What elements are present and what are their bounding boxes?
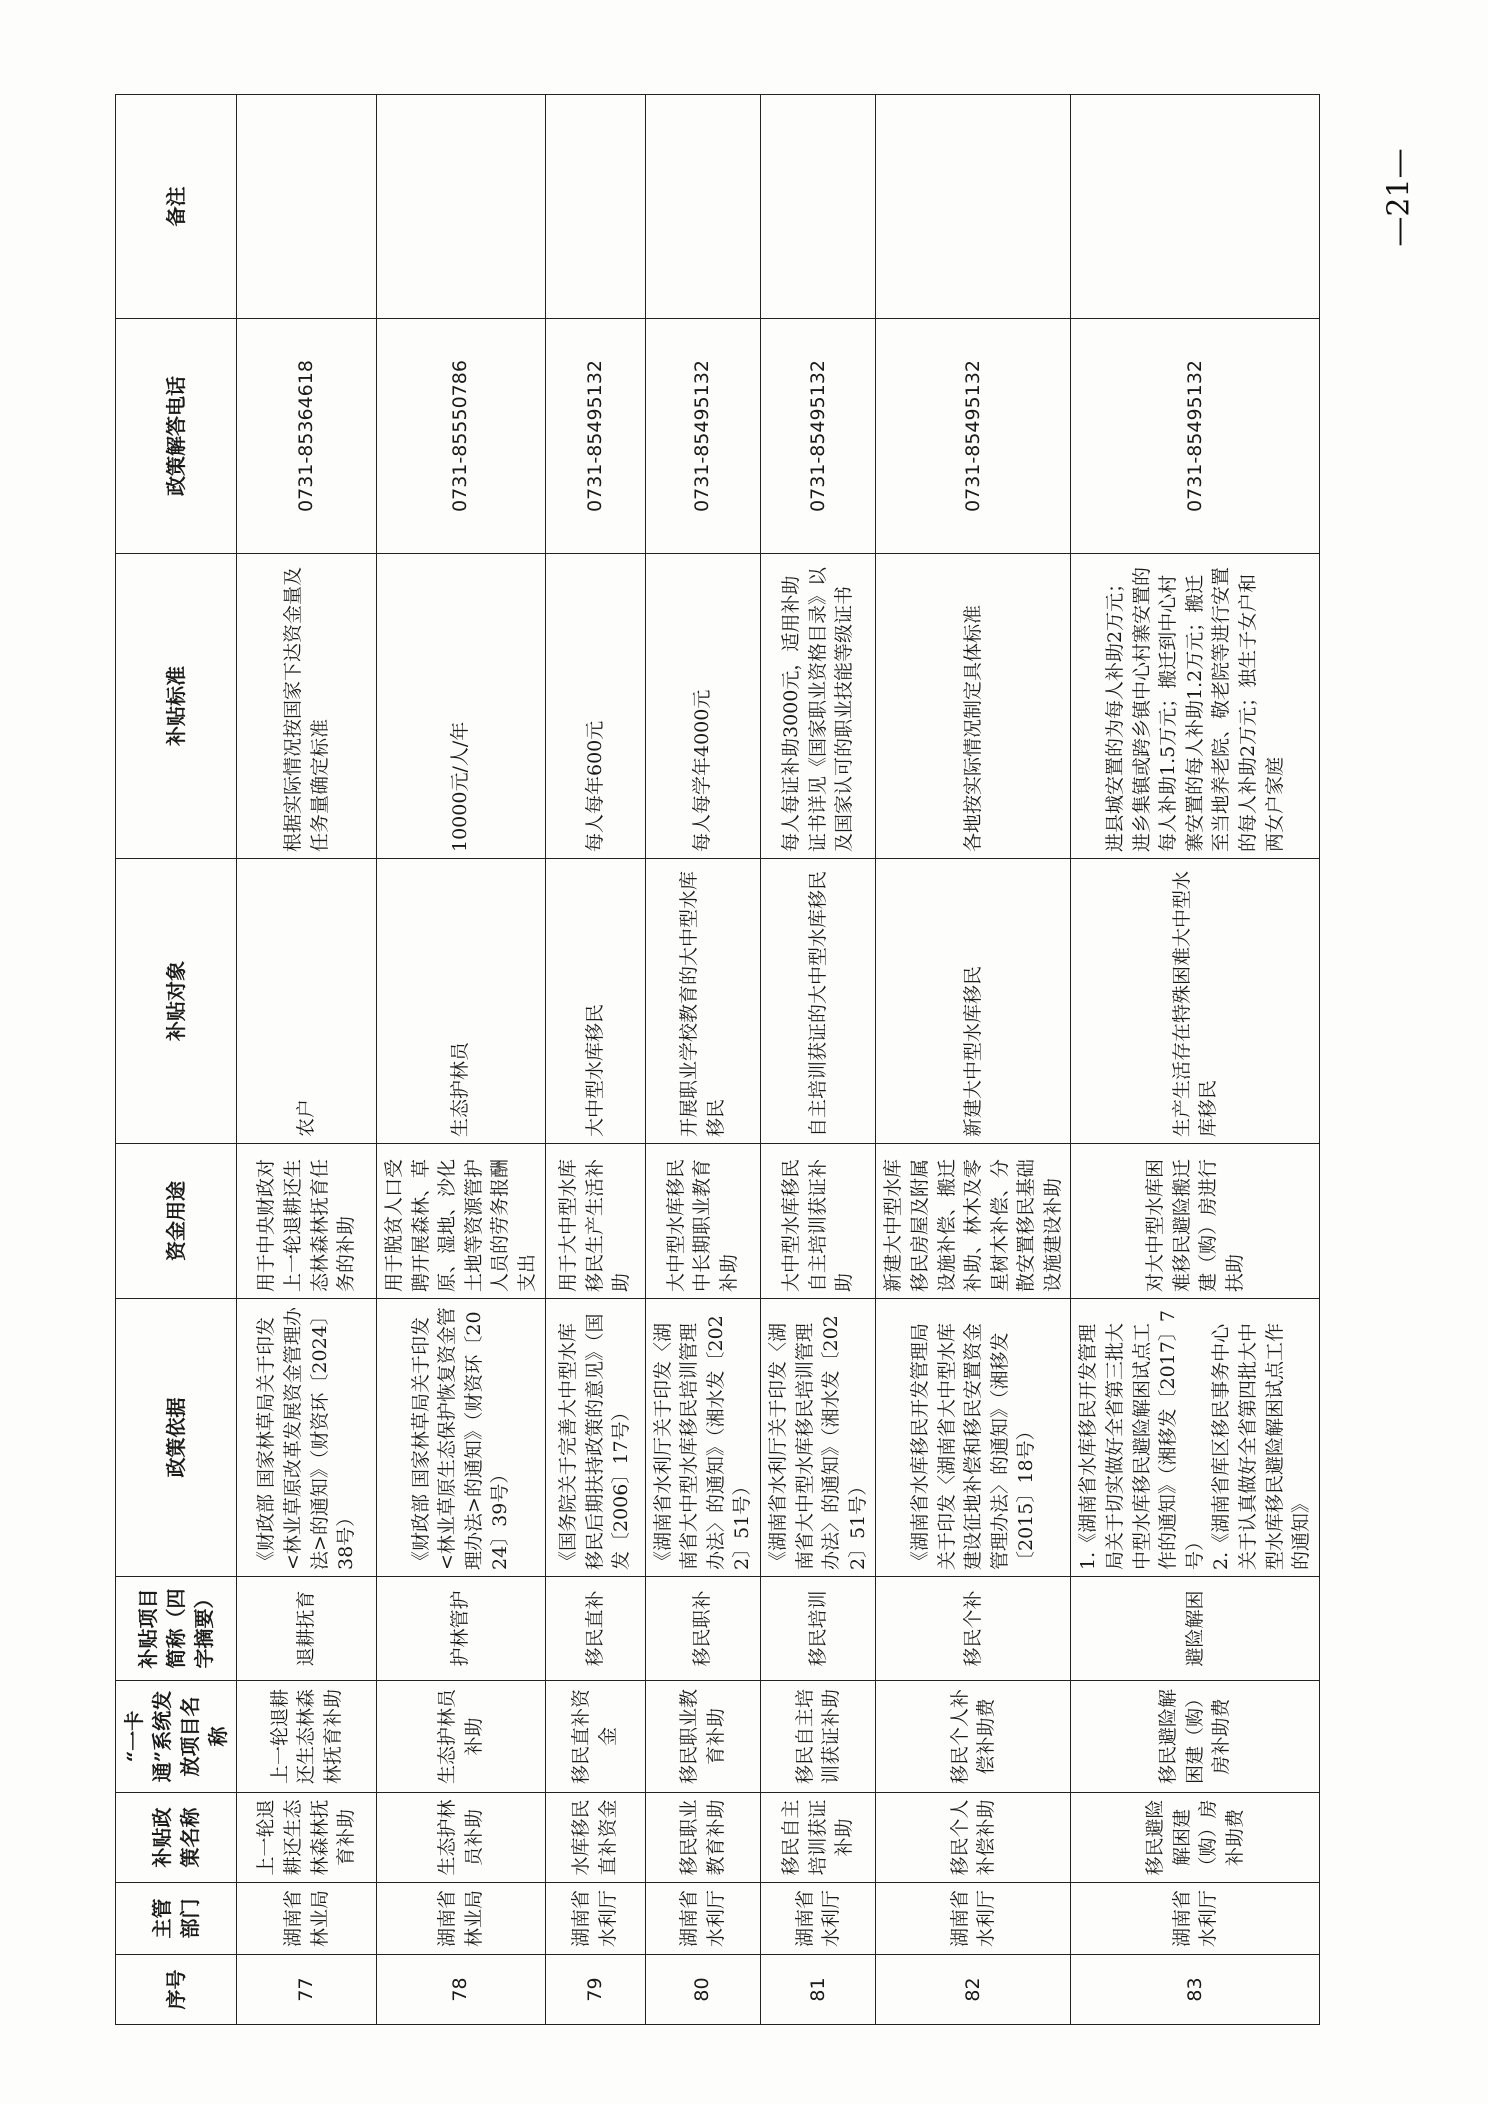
cell-usage: 对大中型水库困难移民避险搬迁建（购）房进行扶助 [1071, 1144, 1319, 1299]
cell-remark [645, 95, 760, 319]
header-target: 补贴对象 [116, 859, 237, 1144]
cell-system-name: 移民职业教育补助 [645, 1681, 760, 1793]
cell-seq: 77 [237, 1955, 377, 2025]
cell-seq: 82 [876, 1955, 1071, 2025]
table-header-row [116, 95, 237, 2025]
cell-system-name: 上一轮退耕还生态林森林抚育补助 [237, 1681, 377, 1793]
cell-standard: 每人每证补助3000元，适用补助证书详见《国家职业资格目录》以及国家认可的职业技能等级证书 [760, 554, 875, 859]
cell-standard: 各地按实际情况制定具体标准 [876, 554, 1071, 859]
header-system-name: “一卡通”系统发放项目名称 [116, 1681, 237, 1793]
cell-usage: 新建大中型水库移民房屋及附属设施补偿、搬迁补助、林木及零星树木补偿、分散安置移民基础设施建设补助 [876, 1144, 1071, 1299]
cell-short-name: 护林管护 [377, 1577, 546, 1681]
cell-system-name: 移民自主培训获证补助 [760, 1681, 875, 1793]
cell-seq: 79 [545, 1955, 645, 2025]
cell-policy-name: 移民自主培训获证补助 [760, 1793, 875, 1883]
page-number: —21— [1381, 148, 1417, 247]
cell-phone: 0731-85495132 [876, 319, 1071, 554]
cell-seq: 83 [1071, 1955, 1319, 2025]
cell-short-name: 移民职补 [645, 1577, 760, 1681]
cell-seq: 80 [645, 1955, 760, 2025]
cell-policy-name: 上一轮退耕还生态林森林抚育补助 [237, 1793, 377, 1883]
cell-target: 农户 [237, 859, 377, 1144]
cell-policy-name: 水库移民直补资金 [545, 1793, 645, 1883]
cell-target: 开展职业学校教育的大中型水库移民 [645, 859, 760, 1144]
cell-standard: 每人每学年4000元 [645, 554, 760, 859]
cell-dept: 湖南省林业局 [377, 1883, 546, 1955]
cell-dept: 湖南省水利厅 [876, 1883, 1071, 1955]
cell-short-name: 退耕抚育 [237, 1577, 377, 1681]
table-row [545, 95, 645, 2025]
header-seq: 序号 [116, 1955, 237, 2025]
header-phone: 政策解答电话 [116, 319, 237, 554]
cell-remark [545, 95, 645, 319]
cell-dept: 湖南省林业局 [237, 1883, 377, 1955]
cell-basis: 1.《湖南省水库移民开发管理局关于切实做好全省第三批大中型水库移民避险解困试点工作的通知》（湘移发〔2017〕7号） 2.《湖南省库区移民事务中心关于认真做好全省第四批大中型水库移民避险解困试点工作的通知》 [1071, 1299, 1319, 1577]
cell-basis: 《湖南省水库移民开发管理局关于印发〈湖南省大中型水库建设征地补偿和移民安置资金管理办法〉的通知》（湘移发〔2015〕18号） [876, 1299, 1071, 1577]
cell-basis: 《国务院关于完善大中型水库移民后期扶持政策的意见》（国发〔2006〕17号） [545, 1299, 645, 1577]
cell-usage: 用于大中型水库移民生产生活补助 [545, 1144, 645, 1299]
cell-target: 生产生活存在特殊困难大中型水库移民 [1071, 859, 1319, 1144]
cell-target: 大中型水库移民 [545, 859, 645, 1144]
table-row [237, 95, 377, 2025]
header-policy-name: 补贴政策名称 [116, 1793, 237, 1883]
header-short-name: 补贴项目简称（四字摘要） [116, 1577, 237, 1681]
cell-seq: 81 [760, 1955, 875, 2025]
cell-usage: 大中型水库移民自主培训获证补助 [760, 1144, 875, 1299]
table-row [876, 95, 1071, 2025]
cell-remark [1071, 95, 1319, 319]
header-remark: 备注 [116, 95, 237, 319]
header-dept: 主管部门 [116, 1883, 237, 1955]
cell-policy-name: 移民职业教育补助 [645, 1793, 760, 1883]
cell-dept: 湖南省水利厅 [1071, 1883, 1319, 1955]
cell-short-name: 移民直补 [545, 1577, 645, 1681]
cell-target: 生态护林员 [377, 859, 546, 1144]
cell-remark [237, 95, 377, 319]
cell-standard: 每人每年600元 [545, 554, 645, 859]
cell-system-name: 移民避险解困建（购）房补助费 [1071, 1681, 1319, 1793]
header-basis: 政策依据 [116, 1299, 237, 1577]
cell-usage: 大中型水库移民中长期职业教育补助 [645, 1144, 760, 1299]
cell-phone: 0731-85495132 [1071, 319, 1319, 554]
cell-dept: 湖南省水利厅 [545, 1883, 645, 1955]
cell-remark [377, 95, 546, 319]
cell-target: 自主培训获证的大中型水库移民 [760, 859, 875, 1144]
cell-usage: 用于中央财政对上一轮退耕还生态林森林抚育任务的补助 [237, 1144, 377, 1299]
subsidy-policy-table [115, 94, 1320, 2025]
cell-phone: 0731-85495132 [645, 319, 760, 554]
cell-basis: 《财政部 国家林草局关于印发<林业草原改革发展资金管理办法>的通知》（财资环〔2024〕38号） [237, 1299, 377, 1577]
table-row [645, 95, 760, 2025]
cell-policy-name: 生态护林员补助 [377, 1793, 546, 1883]
cell-short-name: 移民培训 [760, 1577, 875, 1681]
header-usage: 资金用途 [116, 1144, 237, 1299]
table-row [377, 95, 546, 2025]
cell-policy-name: 移民避险解困建（购）房补助费 [1071, 1793, 1319, 1883]
cell-seq: 78 [377, 1955, 546, 2025]
table-row [1071, 95, 1319, 2025]
cell-phone: 0731-85550786 [377, 319, 546, 554]
cell-basis: 《湖南省水利厅关于印发〈湖南省大中型水库移民培训管理办法〉的通知》（湘水发〔2022〕51号） [645, 1299, 760, 1577]
cell-short-name: 移民个补 [876, 1577, 1071, 1681]
cell-phone: 0731-85495132 [545, 319, 645, 554]
cell-remark [760, 95, 875, 319]
cell-system-name: 移民个人补偿补助费 [876, 1681, 1071, 1793]
cell-phone: 0731-85495132 [760, 319, 875, 554]
cell-remark [876, 95, 1071, 319]
cell-basis: 《湖南省水利厅关于印发〈湖南省大中型水库移民培训管理办法〉的通知》（湘水发〔2022〕51号） [760, 1299, 875, 1577]
cell-short-name: 避险解困 [1071, 1577, 1319, 1681]
cell-phone: 0731-85364618 [237, 319, 377, 554]
cell-target: 新建大中型水库移民 [876, 859, 1071, 1144]
rotated-table-container [115, 95, 1313, 2025]
cell-basis: 《财政部 国家林草局关于印发<林业草原生态保护恢复资金管理办法>的通知》（财资环〔2024〕39号） [377, 1299, 546, 1577]
cell-dept: 湖南省水利厅 [760, 1883, 875, 1955]
table-row [760, 95, 875, 2025]
cell-system-name: 移民直补资金 [545, 1681, 645, 1793]
cell-policy-name: 移民个人补偿补助 [876, 1793, 1071, 1883]
cell-standard: 10000元/人/年 [377, 554, 546, 859]
cell-standard: 根据实际情况按国家下达资金量及任务量确定标准 [237, 554, 377, 859]
cell-usage: 用于脱贫人口受聘开展森林、草原、湿地、沙化土地等资源管护人员的劳务报酬支出 [377, 1144, 546, 1299]
cell-system-name: 生态护林员补助 [377, 1681, 546, 1793]
cell-standard: 进县城安置的为每人补助2万元；进乡集镇或跨乡镇中心村寨安置的每人补助1.5万元；搬迁到中心村寨安置的每人补助1.2万元；搬迁至当地养老院、敬老院等进行安置的每人补助2万元；独生子女户和两女户家庭 [1071, 554, 1319, 859]
cell-dept: 湖南省水利厅 [645, 1883, 760, 1955]
header-standard: 补贴标准 [116, 554, 237, 859]
